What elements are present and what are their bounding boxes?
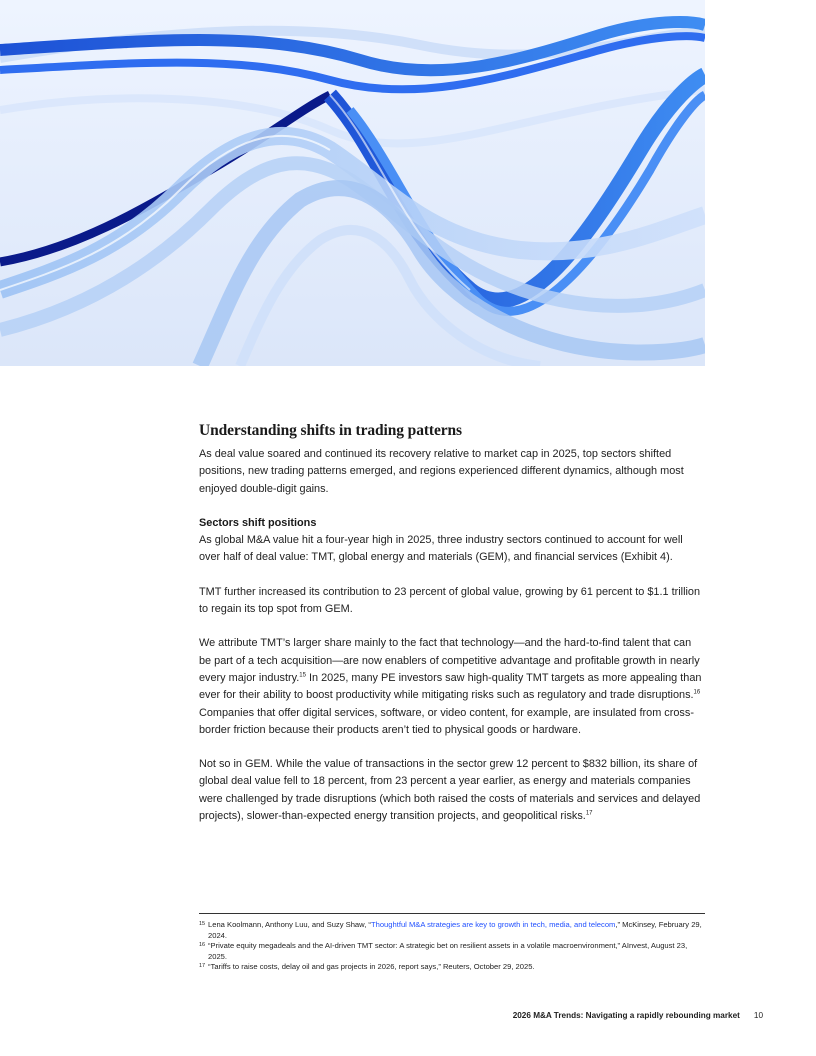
paragraph-1: As global M&A value hit a four-year high in 2025, three industry sectors continued to account for well over half of deal value: TMT, global energy and materials (GEM), and financial services (Exhibit 4). bbox=[199, 534, 683, 564]
footnote-text: “Tariffs to raise costs, delay oil and gas projects in 2026, report says,” Reuters, October 29, 2025. bbox=[208, 962, 535, 972]
footer-title: 2026 M&A Trends: Navigating a rapidly rebounding market bbox=[512, 1011, 740, 1020]
footnote-15 bbox=[199, 920, 705, 941]
page-number: 10 bbox=[753, 1011, 763, 1020]
article-body bbox=[199, 422, 705, 842]
paragraph-4-text: Not so in GEM. While the value of transactions in the sector grew 12 percent to $832 billion, its share of global deal value fell to 18 percent, from 23 percent a year earlier, as energy and materials companies were challenged by trade disruptions (which both raised the costs of materials and services and delayed projects), slower-than-expected energy transition projects, and geopolitical risks. bbox=[199, 758, 701, 823]
blue-ribbons-illustration bbox=[0, 0, 705, 366]
footnote-ref-17: 17 bbox=[585, 810, 593, 817]
paragraph-3-text-b: In 2025, many PE investors saw high-quality TMT targets as more appealing than ever for their ability to boost productivity while mitigating risks such as regulatory and trade disruptions. bbox=[199, 671, 702, 702]
footnote-link[interactable]: Thoughtful M&A strategies are key to growth in tech, media, and telecom bbox=[370, 920, 616, 929]
paragraph-3-text-a: We attribute TMT’s larger share mainly to the fact that technology—and the hard-to-find talent that can be part of a tech acquisition—are now enablers of competitive advantage and profitable growth in nearly every major industry. bbox=[199, 637, 700, 684]
footnote-text bbox=[208, 920, 705, 941]
page-footer bbox=[513, 1011, 763, 1020]
hero-image bbox=[0, 0, 705, 366]
section-heading: Understanding shifts in trading patterns bbox=[199, 422, 462, 439]
footnote-ref-15: 15 bbox=[299, 672, 306, 679]
footnote-ref-16: 16 bbox=[693, 689, 701, 696]
paragraph-3 bbox=[199, 635, 705, 739]
paragraph-3-text-c: Companies that offer digital services, software, or video content, for example, are insulated from cross-border friction because their products aren’t tied to physical goods or hardware. bbox=[199, 706, 694, 736]
paragraph-2: TMT further increased its contribution to 23 percent of global value, growing by 61 percent to $1.1 trillion to regain its top spot from GEM. bbox=[199, 585, 701, 616]
footnote-number: 15 bbox=[199, 921, 206, 927]
footnote-number: 17 bbox=[199, 963, 206, 970]
footnote-text-post: ,” McKinsey, February 29, 2024. bbox=[208, 920, 702, 940]
footnote-text: “Private equity megadeals and the AI-driven TMT sector: A strategic bet on resilient assets in a volatile macroenvironment,” AInvest, August 23, 2025. bbox=[208, 941, 688, 961]
footnote-text-pre: Lena Koolmann, Anthony Luu, and Suzy Shaw, “ bbox=[208, 920, 371, 929]
intro-paragraph: As deal value soared and continued its recovery relative to market cap in 2025, top sectors shifted positions, new trading patterns emerged, and regions experienced different dynamics, although most enjoyed double-digit gains. bbox=[199, 448, 684, 495]
subheading: Sectors shift positions bbox=[199, 516, 317, 529]
footnote-16 bbox=[199, 941, 705, 962]
footnotes bbox=[199, 913, 705, 973]
footnote-17 bbox=[199, 962, 705, 973]
footnote-number: 16 bbox=[199, 942, 206, 949]
paragraph-4 bbox=[199, 756, 705, 825]
